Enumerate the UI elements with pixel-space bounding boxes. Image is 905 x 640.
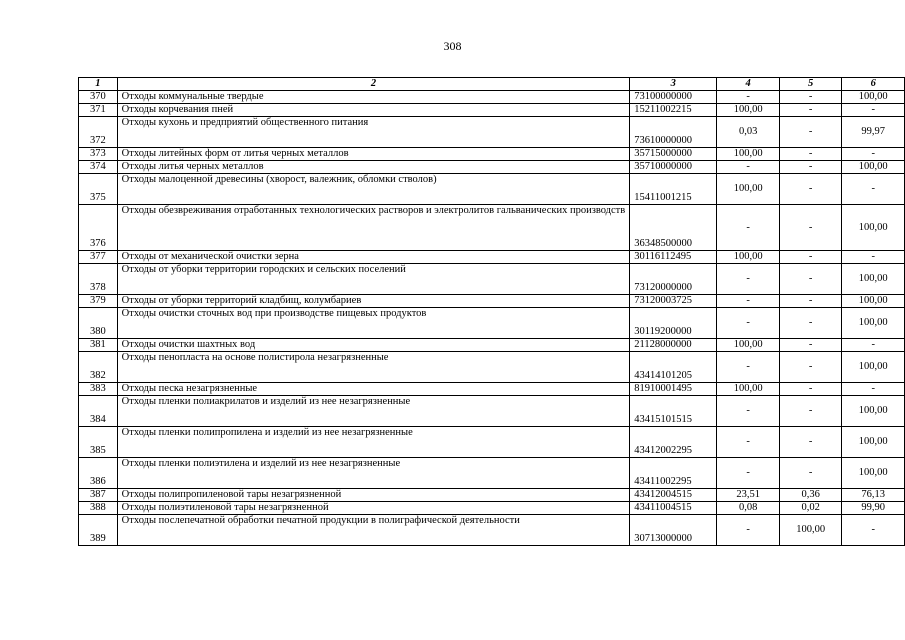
table-row <box>79 427 905 458</box>
table-row <box>79 458 905 489</box>
row-number: 372 <box>79 117 118 148</box>
column-header: 6 <box>842 78 905 91</box>
table-row <box>79 251 905 264</box>
row-number: 387 <box>79 489 118 502</box>
value-col-5: - <box>779 295 842 308</box>
value-col-5: - <box>779 396 842 427</box>
value-col-5: - <box>779 251 842 264</box>
value-col-5: - <box>779 148 842 161</box>
value-col-4: - <box>717 161 780 174</box>
value-col-6: 76,13 <box>842 489 905 502</box>
value-col-5: - <box>779 91 842 104</box>
waste-name: Отходы полипропиленовой тары незагрязненной <box>117 489 630 502</box>
value-col-5: - <box>779 352 842 383</box>
value-col-5: - <box>779 117 842 148</box>
value-col-6: - <box>842 515 905 546</box>
table-row <box>79 352 905 383</box>
waste-name: Отходы пленки полиэтилена и изделий из нее незагрязненные <box>117 458 630 489</box>
value-col-5: 100,00 <box>779 515 842 546</box>
value-col-5: - <box>779 205 842 251</box>
table-row <box>79 383 905 396</box>
row-number: 381 <box>79 339 118 352</box>
waste-name: Отходы кухонь и предприятий общественного питания <box>117 117 630 148</box>
row-number: 375 <box>79 174 118 205</box>
row-number: 386 <box>79 458 118 489</box>
table-row <box>79 308 905 339</box>
value-col-6: - <box>842 251 905 264</box>
waste-name: Отходы от механической очистки зерна <box>117 251 630 264</box>
row-number: 373 <box>79 148 118 161</box>
value-col-4: 0,08 <box>717 502 780 515</box>
value-col-5: - <box>779 339 842 352</box>
waste-code: 43412002295 <box>630 427 717 458</box>
table-row <box>79 396 905 427</box>
value-col-6: 100,00 <box>842 352 905 383</box>
value-col-4: - <box>717 515 780 546</box>
value-col-6: 100,00 <box>842 458 905 489</box>
waste-code: 30713000000 <box>630 515 717 546</box>
table-header-row <box>79 78 905 91</box>
row-number: 385 <box>79 427 118 458</box>
value-col-6: 100,00 <box>842 91 905 104</box>
column-header: 5 <box>779 78 842 91</box>
row-number: 388 <box>79 502 118 515</box>
table-row <box>79 339 905 352</box>
column-header: 2 <box>117 78 630 91</box>
value-col-5: 0,36 <box>779 489 842 502</box>
waste-name: Отходы песка незагрязненные <box>117 383 630 396</box>
value-col-6: - <box>842 104 905 117</box>
page-number: 308 <box>443 39 462 53</box>
table-row <box>79 148 905 161</box>
waste-code: 36348500000 <box>630 205 717 251</box>
row-number: 380 <box>79 308 118 339</box>
row-number: 371 <box>79 104 118 117</box>
value-col-6: - <box>842 339 905 352</box>
value-col-5: - <box>779 383 842 396</box>
value-col-4: - <box>717 308 780 339</box>
value-col-6: 99,97 <box>842 117 905 148</box>
table-row <box>79 117 905 148</box>
value-col-4: - <box>717 295 780 308</box>
waste-code: 35710000000 <box>630 161 717 174</box>
waste-name: Отходы литейных форм от литья черных металлов <box>117 148 630 161</box>
waste-name: Отходы послепечатной обработки печатной продукции в полиграфической деятельности <box>117 515 630 546</box>
value-col-6: - <box>842 174 905 205</box>
waste-name: Отходы корчевания пней <box>117 104 630 117</box>
table-body <box>79 91 905 546</box>
waste-name: Отходы очистки сточных вод при производстве пищевых продуктов <box>117 308 630 339</box>
value-col-6: 100,00 <box>842 308 905 339</box>
value-col-4: - <box>717 427 780 458</box>
waste-name: Отходы коммунальные твердые <box>117 91 630 104</box>
waste-code: 15411001215 <box>630 174 717 205</box>
value-col-5: - <box>779 458 842 489</box>
waste-name: Отходы очистки шахтных вод <box>117 339 630 352</box>
table-row <box>79 264 905 295</box>
waste-table <box>78 77 905 546</box>
row-number: 389 <box>79 515 118 546</box>
value-col-6: 100,00 <box>842 295 905 308</box>
row-number: 374 <box>79 161 118 174</box>
table-row <box>79 161 905 174</box>
value-col-4: 100,00 <box>717 104 780 117</box>
row-number: 384 <box>79 396 118 427</box>
value-col-5: - <box>779 161 842 174</box>
value-col-4: 100,00 <box>717 251 780 264</box>
table-row <box>79 295 905 308</box>
value-col-5: - <box>779 308 842 339</box>
waste-code: 30116112495 <box>630 251 717 264</box>
value-col-6: 100,00 <box>842 427 905 458</box>
value-col-6: - <box>842 383 905 396</box>
value-col-5: - <box>779 427 842 458</box>
table-row <box>79 489 905 502</box>
table-row <box>79 205 905 251</box>
table-row <box>79 515 905 546</box>
row-number: 382 <box>79 352 118 383</box>
waste-name: Отходы пленки полипропилена и изделий из нее незагрязненные <box>117 427 630 458</box>
table-row <box>79 91 905 104</box>
value-col-5: - <box>779 104 842 117</box>
waste-name: Отходы малоценной древесины (хворост, валежник, обломки стволов) <box>117 174 630 205</box>
column-header: 3 <box>630 78 717 91</box>
waste-code: 15211002215 <box>630 104 717 117</box>
value-col-4: 100,00 <box>717 148 780 161</box>
value-col-4: 0,03 <box>717 117 780 148</box>
waste-name: Отходы от уборки территорий кладбищ, колумбариев <box>117 295 630 308</box>
value-col-4: - <box>717 205 780 251</box>
row-number: 383 <box>79 383 118 396</box>
value-col-5: - <box>779 264 842 295</box>
waste-code: 73120000000 <box>630 264 717 295</box>
row-number: 378 <box>79 264 118 295</box>
value-col-4: - <box>717 458 780 489</box>
value-col-6: 100,00 <box>842 205 905 251</box>
waste-code: 35715000000 <box>630 148 717 161</box>
waste-code: 73610000000 <box>630 117 717 148</box>
waste-code: 21128000000 <box>630 339 717 352</box>
waste-code: 43412004515 <box>630 489 717 502</box>
waste-code: 43414101205 <box>630 352 717 383</box>
value-col-5: 0,02 <box>779 502 842 515</box>
row-number: 376 <box>79 205 118 251</box>
waste-code: 81910001495 <box>630 383 717 396</box>
value-col-4: 100,00 <box>717 383 780 396</box>
table-row <box>79 104 905 117</box>
value-col-6: - <box>842 148 905 161</box>
value-col-6: 100,00 <box>842 161 905 174</box>
value-col-4: 100,00 <box>717 174 780 205</box>
waste-name: Отходы полиэтиленовой тары незагрязненной <box>117 502 630 515</box>
value-col-6: 100,00 <box>842 396 905 427</box>
value-col-6: 100,00 <box>842 264 905 295</box>
value-col-5: - <box>779 174 842 205</box>
waste-code: 43415101515 <box>630 396 717 427</box>
row-number: 370 <box>79 91 118 104</box>
waste-code: 73120003725 <box>630 295 717 308</box>
waste-code: 43411002295 <box>630 458 717 489</box>
value-col-4: - <box>717 91 780 104</box>
waste-name: Отходы пленки полиакрилатов и изделий из нее незагрязненные <box>117 396 630 427</box>
waste-name: Отходы пенопласта на основе полистирола незагрязненные <box>117 352 630 383</box>
value-col-4: 23,51 <box>717 489 780 502</box>
value-col-6: 99,90 <box>842 502 905 515</box>
waste-code: 73100000000 <box>630 91 717 104</box>
value-col-4: - <box>717 264 780 295</box>
value-col-4: 100,00 <box>717 339 780 352</box>
waste-name: Отходы от уборки территории городских и сельских поселений <box>117 264 630 295</box>
row-number: 379 <box>79 295 118 308</box>
value-col-4: - <box>717 396 780 427</box>
waste-name: Отходы обезвреживания отработанных технологических растворов и электролитов гальванических производств <box>117 205 630 251</box>
value-col-4: - <box>717 352 780 383</box>
waste-code: 43411004515 <box>630 502 717 515</box>
column-header: 1 <box>79 78 118 91</box>
table-row <box>79 174 905 205</box>
waste-name: Отходы литья черных металлов <box>117 161 630 174</box>
waste-code: 30119200000 <box>630 308 717 339</box>
row-number: 377 <box>79 251 118 264</box>
column-header: 4 <box>717 78 780 91</box>
table-row <box>79 502 905 515</box>
